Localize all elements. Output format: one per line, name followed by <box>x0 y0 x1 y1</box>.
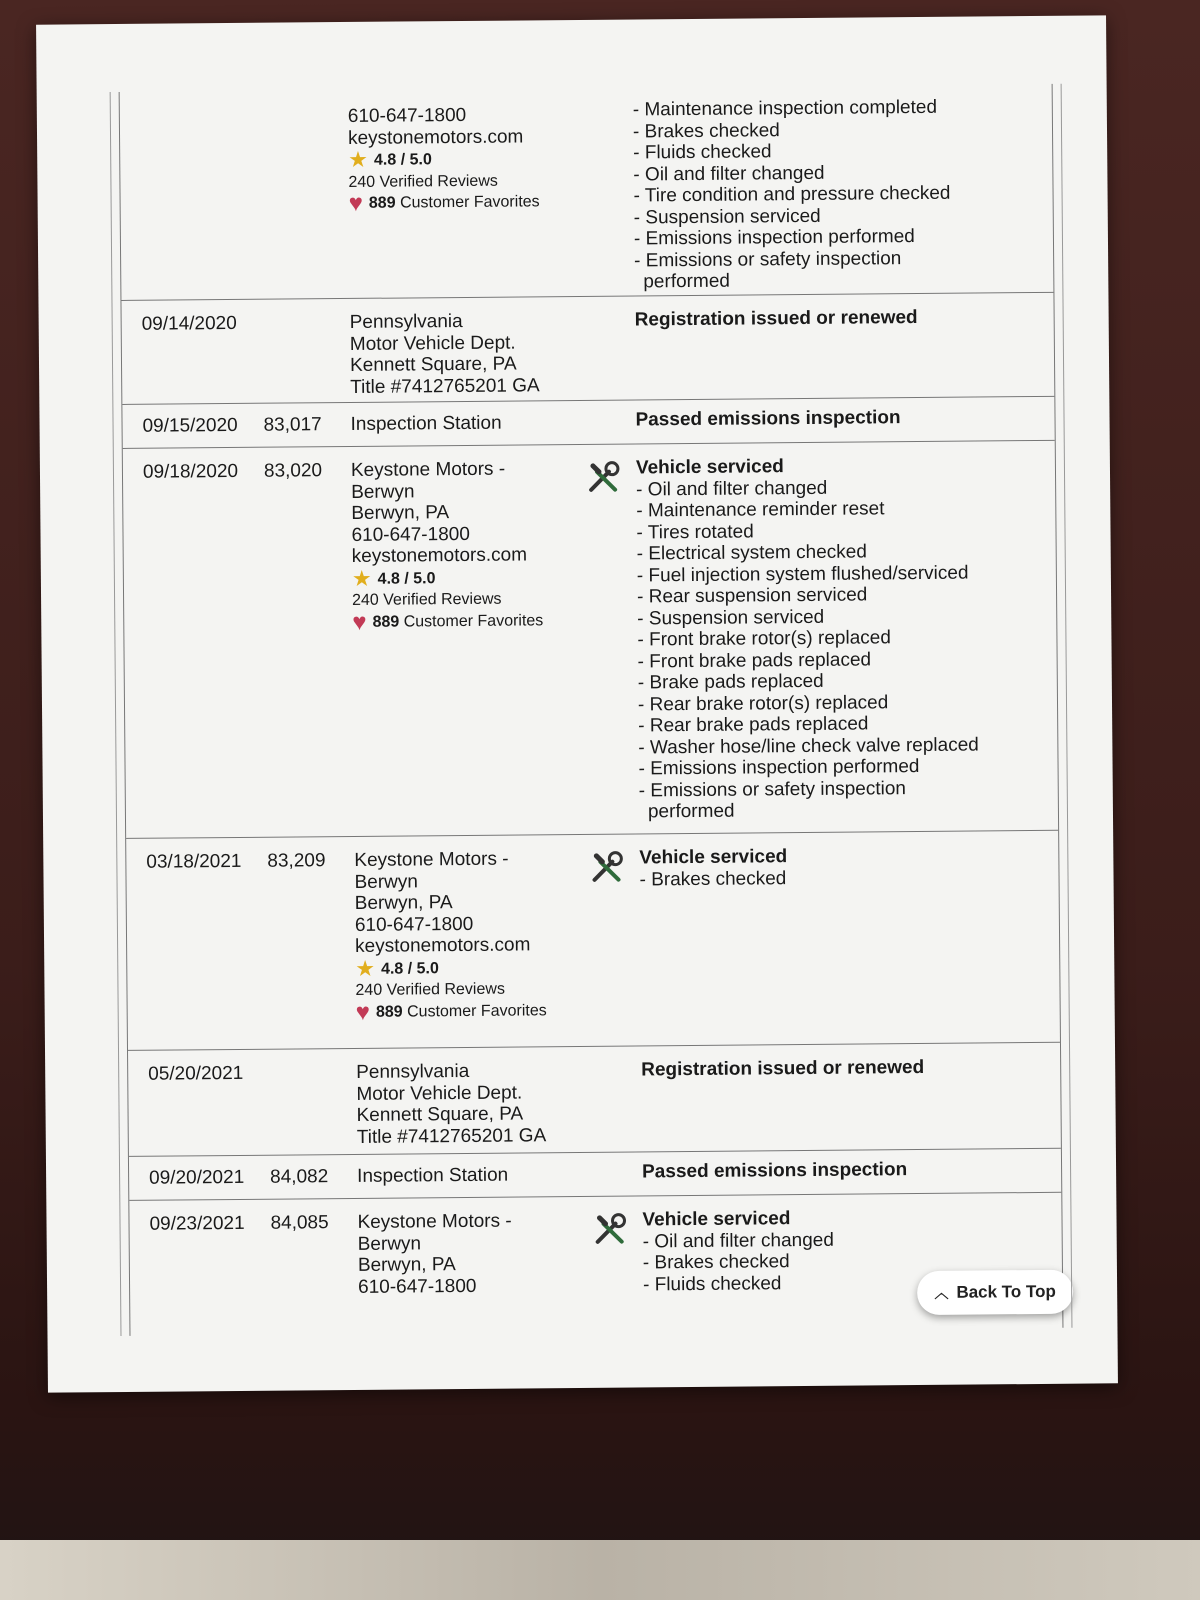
source-cell: Pennsylvania Motor Vehicle Dept. Kennett Square, PA Title #7412765201 GA <box>349 310 540 398</box>
source-website[interactable]: keystonemotors.com <box>351 544 528 567</box>
date-cell: 03/18/2021 <box>146 850 242 873</box>
date-cell: 09/15/2020 <box>142 414 238 437</box>
odometer-cell: 84,082 <box>270 1166 329 1188</box>
odometer-cell: 84,085 <box>270 1212 329 1234</box>
table-row <box>128 1042 1061 1157</box>
rating: ★ 4.8 / 5.0 <box>351 565 436 591</box>
source-cell: Keystone Motors - Berwyn Berwyn, PA 610-647-1800 <box>357 1210 512 1298</box>
floor <box>0 1540 1200 1600</box>
wrench-screwdriver-icon <box>585 460 621 496</box>
event-heading: Passed emissions inspection <box>635 407 901 431</box>
odometer-cell: 83,020 <box>263 460 323 482</box>
source-website[interactable]: keystonemotors.com <box>347 125 524 149</box>
heart-icon: ♥ <box>348 189 363 217</box>
date-cell: 09/14/2020 <box>141 312 237 335</box>
chevron-up-icon: ︿ <box>934 1284 949 1301</box>
wrench-screwdriver-icon <box>591 1212 627 1248</box>
source-cell: Pennsylvania Motor Vehicle Dept. Kennett Square, PA Title #7412765201 GA <box>356 1060 547 1148</box>
source-cell: Inspection Station <box>357 1164 509 1187</box>
detail-cell: Vehicle serviced - Oil and filter changed - Brakes checked - Fluids checked <box>642 1208 834 1296</box>
source-cell: Keystone Motors - Berwyn Berwyn, PA 610-647-1800 keystonemotors.com ★ 4.8 / 5.0 240 Verified Reviews ♥ 889 Customer Favorites <box>354 848 547 1026</box>
detail-cell: Vehicle serviced - Brakes checked <box>639 846 787 890</box>
favorites: ♥ 889 Customer Favorites <box>352 608 544 636</box>
favorites: ♥ 889 Customer Favorites <box>348 189 540 217</box>
detail-cell: - Maintenance inspection completed - Brakes checked - Fluids checked - Oil and filter changed - Tire condition and pressure checked - Suspension serviced - Emissions inspection performed - Emissions or safety inspection performed <box>633 97 952 293</box>
wrench-screwdriver-icon <box>588 850 624 886</box>
event-heading: Vehicle serviced <box>642 1208 791 1231</box>
source-website[interactable]: keystonemotors.com <box>355 934 531 957</box>
star-icon: ★ <box>351 565 372 591</box>
odometer-cell: 83,209 <box>267 850 326 872</box>
vehicle-history-table <box>119 84 1064 1336</box>
rating: ★ 4.8 / 5.0 <box>355 955 439 981</box>
star-icon: ★ <box>348 146 369 172</box>
source-cell: Keystone Motors - Berwyn Berwyn, PA 610-647-1800 keystonemotors.com ★ 4.8 / 5.0 240 Verified Reviews ♥ 889 Customer Favorites <box>350 458 544 636</box>
detail-cell <box>635 307 918 331</box>
heart-icon: ♥ <box>355 998 371 1026</box>
table-row <box>126 830 1060 1051</box>
reviews-count: 240 Verified Reviews <box>352 590 502 609</box>
date-cell: 09/23/2021 <box>149 1212 245 1235</box>
source-cell: Inspection Station <box>350 412 502 435</box>
table-row <box>123 440 1058 839</box>
date-cell: 09/18/2020 <box>142 460 239 483</box>
event-heading: Registration issued or renewed <box>634 307 918 331</box>
reviews-count: 240 Verified Reviews <box>348 172 498 191</box>
event-heading: Registration issued or renewed <box>641 1056 925 1081</box>
table-row <box>129 1192 1062 1336</box>
source-phone: 610-647-1800 <box>347 104 467 127</box>
printed-page <box>36 15 1118 1392</box>
event-heading: Vehicle serviced <box>635 456 784 479</box>
favorites: ♥ 889 Customer Favorites <box>355 998 547 1026</box>
detail-cell: Vehicle serviced - Oil and filter changed - Maintenance reminder reset - Tires rotated - Electrical system checked - Fuel injection system flushed/serviced - Rear suspension serviced - Suspension serviced - Front brake rotor(s) replaced - Front brake pads replaced - Brake pads replaced - Rear brake rotor(s) replaced - Rear brake pads replaced - Washer hose/line check valve replaced - Emissions inspection performed - Emissions or safety inspection performed <box>636 455 980 823</box>
reviews-count: 240 Verified Reviews <box>355 980 505 999</box>
detail-cell <box>641 1057 924 1081</box>
table-row <box>120 84 1054 301</box>
rating: ★ 4.8 / 5.0 <box>348 146 432 172</box>
table-row <box>121 292 1054 405</box>
date-cell: 05/20/2021 <box>148 1062 244 1085</box>
back-to-top-button[interactable]: ︿ Back To Top <box>917 1270 1073 1315</box>
detail-cell <box>635 407 900 431</box>
detail-cell <box>642 1159 907 1183</box>
source-cell <box>347 104 540 217</box>
heart-icon: ♥ <box>352 608 367 636</box>
odometer-cell: 83,017 <box>263 414 322 436</box>
event-heading: Vehicle serviced <box>639 846 788 869</box>
star-icon: ★ <box>355 955 376 981</box>
date-cell: 09/20/2021 <box>149 1166 245 1189</box>
event-heading: Passed emissions inspection <box>641 1159 908 1183</box>
